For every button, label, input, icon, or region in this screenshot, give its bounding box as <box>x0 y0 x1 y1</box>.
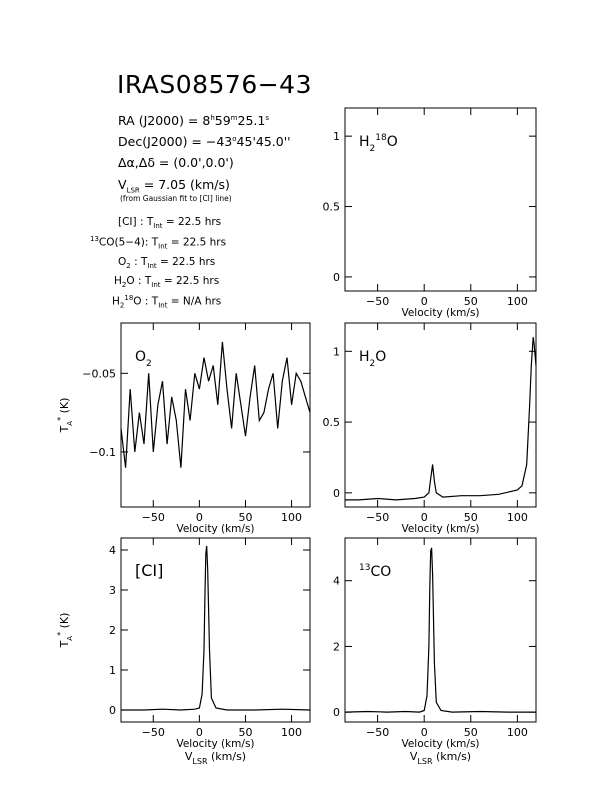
x-axis-label: Velocity (km/s) <box>176 523 255 535</box>
x-tick-label: −50 <box>366 726 390 739</box>
o2-integration: $O_2$ : $T_{Int} = 22.5$ hrs <box>118 256 216 271</box>
x-tick-label: 100 <box>506 726 528 739</box>
y-tick-label: −0.05 <box>82 367 116 381</box>
y-tick-label: 0.5 <box>322 200 340 214</box>
h2o-integration: $H_2O$ : $T_{Int} = 22.5$ hrs <box>114 275 220 290</box>
y-tick-label: 1 <box>109 664 116 677</box>
x-tick-label: 0 <box>420 511 428 524</box>
x-axis-label: Velocity (km/s) <box>401 738 480 750</box>
y-tick-label: 1 <box>333 130 340 144</box>
x-axis-label: Velocity (km/s) <box>401 523 480 535</box>
x-tick-label: 50 <box>463 295 478 308</box>
x-tick-label: 0 <box>195 511 203 524</box>
x-tick-label: 100 <box>281 511 303 524</box>
x-tick-label: 100 <box>506 295 528 308</box>
x-axis-label-vlsr: $V_{LSR}$ (km/s) <box>409 750 472 766</box>
x-tick-label: −50 <box>141 726 165 739</box>
x-tick-label: 50 <box>463 511 478 524</box>
position-offset: Δα,Δδ = (0.0',0.0') <box>118 155 234 170</box>
y-tick-label: 2 <box>333 640 340 654</box>
x-tick-label: 100 <box>281 726 303 739</box>
x-tick-label: 0 <box>195 726 203 739</box>
y-tick-label: 0 <box>333 270 340 284</box>
panel-label: $O_2$ <box>135 349 152 369</box>
x-axis-label: Velocity (km/s) <box>176 738 255 750</box>
x-tick-label: 50 <box>238 511 253 524</box>
panel-label: $^{13}$CO <box>359 563 392 580</box>
dec-coordinate: $Dec(J2000) = -43^o45'45.0''$ <box>118 134 291 149</box>
y-tick-label: 4 <box>333 574 340 588</box>
y-axis-label: $T_A^*$ (K) <box>56 612 74 648</box>
y-axis-label: $T_A^*$ (K) <box>56 397 74 433</box>
x-tick-label: −50 <box>366 295 390 308</box>
x-tick-label: 100 <box>506 511 528 524</box>
x-tick-label: 50 <box>238 726 253 739</box>
x-tick-label: 50 <box>463 726 478 739</box>
panel-label: [CI] <box>135 561 164 580</box>
ci-integration: [CI] : $T_{Int} = 22.5$ hrs <box>118 216 222 231</box>
y-tick-label: 1 <box>333 345 340 359</box>
ra-coordinate: RA $(J2000) = 8^h59^m25.1^s$ <box>118 113 269 128</box>
plot-frame <box>345 323 536 507</box>
plot-frame <box>345 108 536 291</box>
panel-label: $H_2O$ <box>359 349 387 369</box>
plot-frame <box>121 323 310 507</box>
y-tick-label: 0 <box>109 704 116 717</box>
y-tick-label: 2 <box>109 624 116 637</box>
y-tick-label: 3 <box>109 584 116 597</box>
x-tick-label: −50 <box>366 511 390 524</box>
h218o-integration: $H_2^{18}O$ : $T_{Int} = N/A$ hrs <box>112 294 222 310</box>
x-tick-label: 0 <box>420 295 428 308</box>
x-tick-label: −50 <box>141 511 165 524</box>
vlsr-value: $V_{LSR} = 7.05$ (km/s) <box>118 177 230 195</box>
y-tick-label: −0.1 <box>89 445 116 459</box>
page-title: IRAS08576−43 <box>117 70 312 99</box>
co-integration: $^{13}$CO(5−4): $T_{Int} = 22.5$ hrs <box>90 235 227 251</box>
y-tick-label: 0 <box>333 486 340 500</box>
y-tick-label: 0 <box>333 706 340 720</box>
x-axis-label: Velocity (km/s) <box>401 307 480 319</box>
vlsr-note: (from Gaussian fit to [CI] line) <box>120 194 232 203</box>
x-tick-label: 0 <box>420 726 428 739</box>
panel-label: $H_2^{18}O$ <box>359 133 398 154</box>
y-tick-label: 4 <box>109 544 116 557</box>
x-axis-label-vlsr: $V_{LSR}$ (km/s) <box>184 750 247 766</box>
y-tick-label: 0.5 <box>322 416 340 430</box>
